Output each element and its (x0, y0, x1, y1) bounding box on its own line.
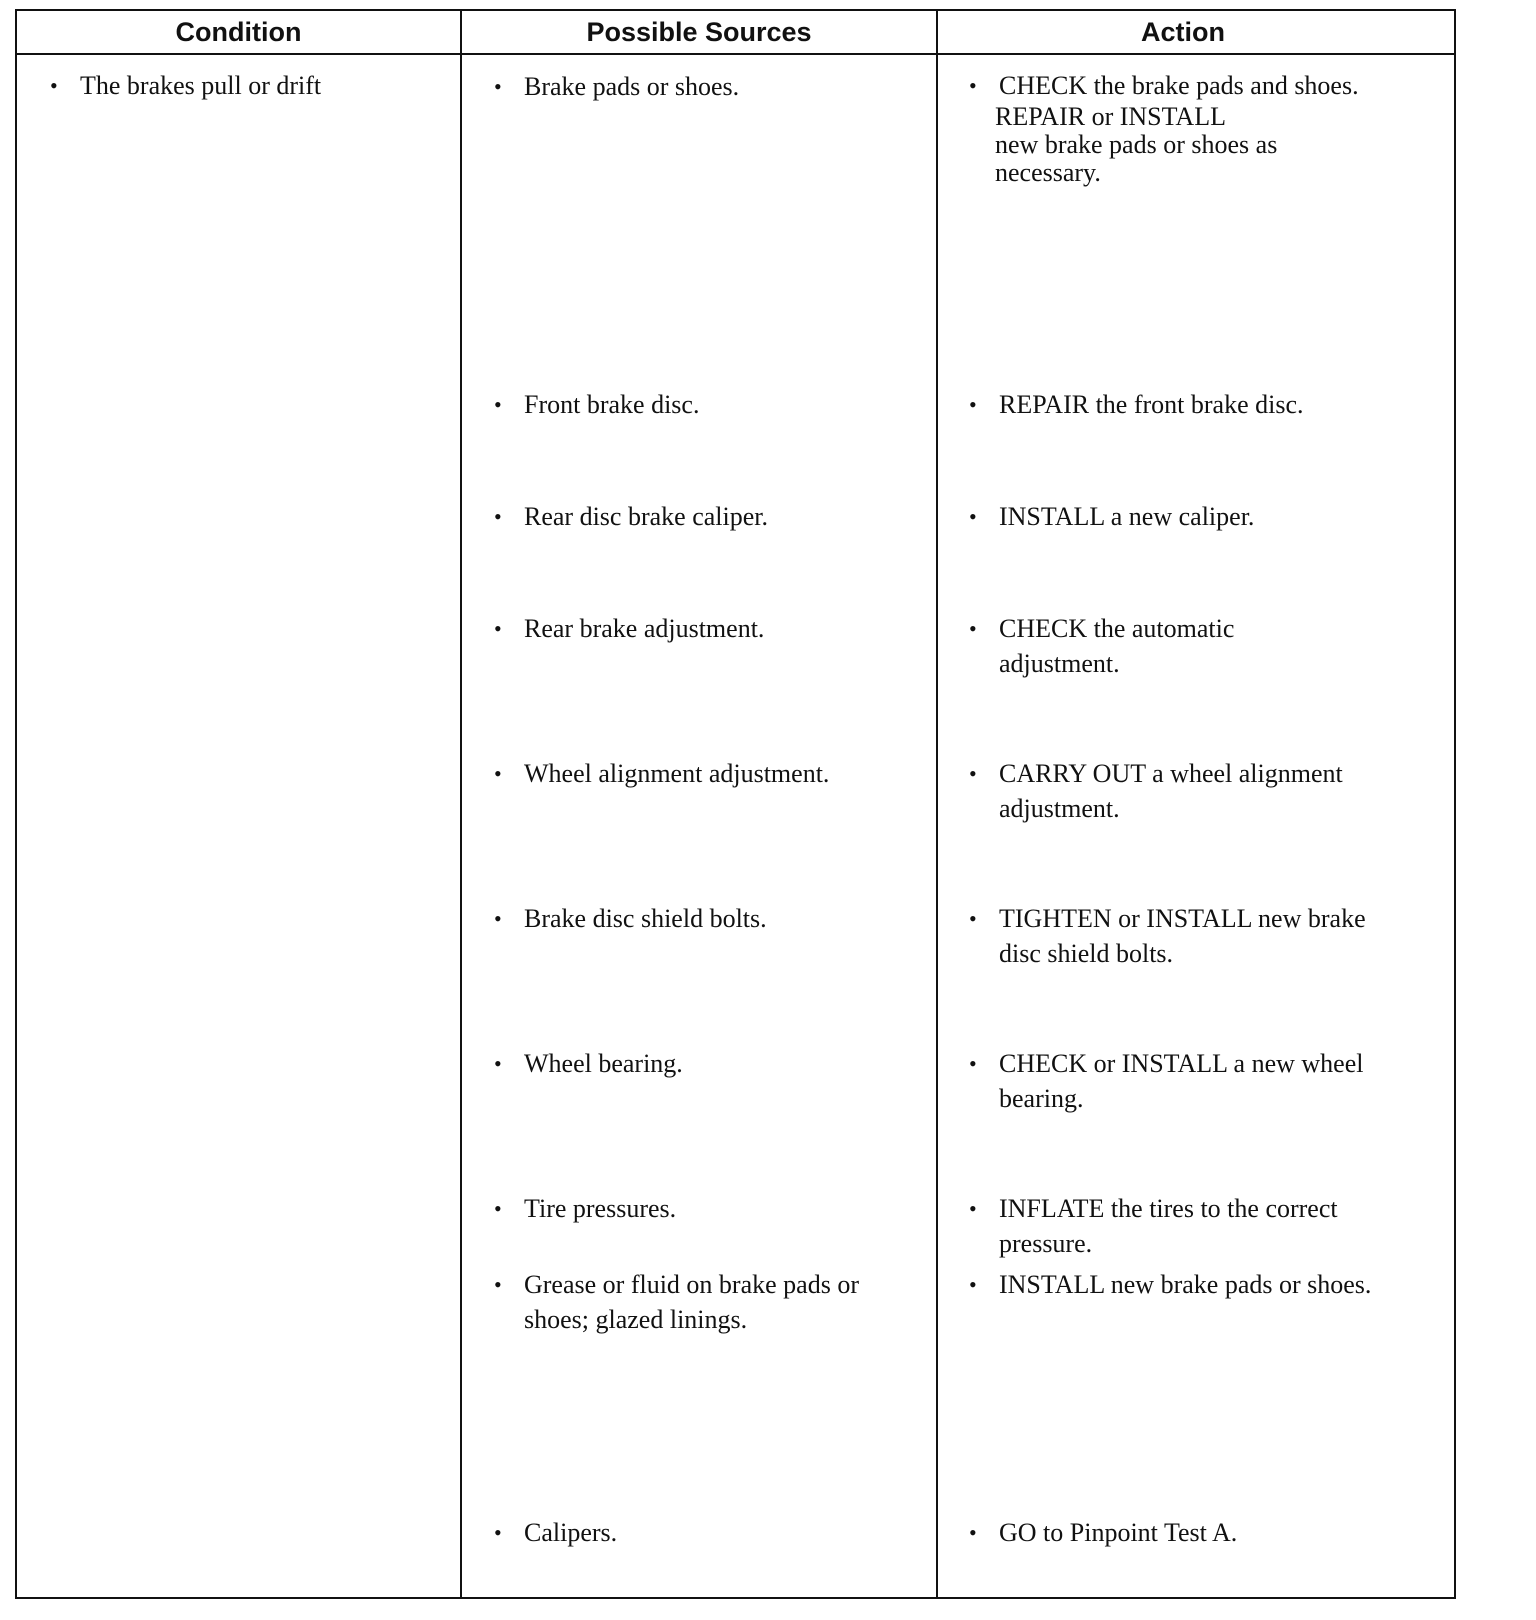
action-item: • INSTALL new brake pads or shoes. (969, 1267, 1389, 1302)
action-item: • GO to Pinpoint Test A. (969, 1515, 1409, 1550)
action-text-extra: REPAIR or INSTALL (995, 102, 1226, 131)
action-item: • CARRY OUT a wheel alignment adjustment. (969, 756, 1419, 826)
source-item: • Front brake disc. (494, 387, 924, 422)
source-item: • Rear disc brake caliper. (494, 499, 924, 534)
diagnosis-table (15, 9, 1456, 1599)
action-text: CHECK the brake pads and shoes. (999, 71, 1359, 100)
action-text-extra: new brake pads or shoes as necessary. (995, 130, 1278, 187)
column-divider (936, 11, 938, 1597)
source-item: • Calipers. (494, 1515, 924, 1550)
table-header-row (17, 11, 1454, 55)
action-item (969, 68, 1379, 187)
action-item: • CHECK the automatic adjustment. (969, 611, 1289, 681)
condition-text: • The brakes pull or drift (50, 68, 450, 103)
action-item: • INFLATE the tires to the correct pressure. (969, 1191, 1419, 1261)
action-item: • CHECK or INSTALL a new wheel bearing. (969, 1046, 1369, 1116)
header-action: Action (1141, 17, 1225, 47)
source-item: • Grease or fluid on brake pads or shoes; glazed linings. (494, 1267, 924, 1337)
action-item: • TIGHTEN or INSTALL new brake disc shield bolts. (969, 901, 1389, 971)
source-item: • Wheel bearing. (494, 1046, 924, 1081)
action-item: • INSTALL a new caliper. (969, 499, 1409, 534)
header-condition: Condition (175, 17, 302, 47)
source-item: • Rear brake adjustment. (494, 611, 924, 646)
source-item: • Brake disc shield bolts. (494, 901, 924, 936)
header-possible-sources: Possible Sources (586, 17, 812, 47)
source-item: • Tire pressures. (494, 1191, 924, 1226)
source-item: • Brake pads or shoes. (494, 69, 924, 104)
column-divider (460, 11, 462, 1597)
action-item: • REPAIR the front brake disc. (969, 387, 1409, 422)
source-item: • Wheel alignment adjustment. (494, 756, 924, 791)
